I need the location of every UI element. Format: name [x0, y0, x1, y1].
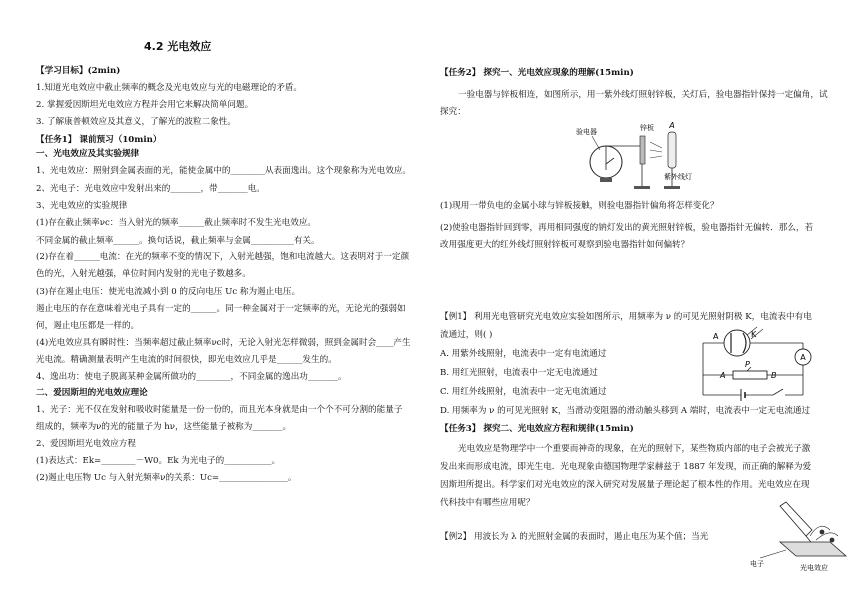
photoeffect-figure [750, 500, 855, 575]
text-line: 4、逸出功：使电子脱离某种金属所做功的________，不同金属的逸出功_______。 [36, 372, 347, 382]
p-label: P [745, 360, 750, 369]
task2-heading: 【任务2】 探究一、光电效应现象的理解(15min) [440, 68, 634, 78]
text-line: 1、光电效应：照射到金属表面的光，能使金属中的________从表面逸出。这个现象称为光电效应。 [36, 166, 412, 176]
page-title: 4.2 光电效应 [144, 40, 212, 53]
electron-label: 电子 [750, 560, 764, 568]
text-line: 遏止电压的存在意味着光电子具有一定的______。同一种金属对于一定频率的光，无论光的强弱如 [36, 304, 406, 314]
option-c: C. 用红外线照射，电流表中一定无电流通过 [440, 387, 607, 397]
text-line: 3、光电效应的实验规律 [36, 201, 128, 211]
text-line: (1)表达式：Ek=________－W0。Ek 为光电子的___________。 [36, 456, 281, 466]
option-d: D. 用频率为 ν 的可见光照射 K，当滑动变阻器的滑动触头移到 A 端时，电流表中一定无电流通过 [440, 406, 811, 416]
example-2: 【例2】 用波长为 λ 的光照射金属的表面时，遏止电压为某个值；当光 [440, 532, 709, 542]
text-line: 组成的，频率为ν的光的能量子为 hν，这些能量子被称为_______。 [36, 422, 292, 432]
text-line: 1.知道光电效应中截止频率的概念及光电效应与光的电磁理论的矛盾。 [36, 83, 303, 93]
text-line: 光电效应是物理学中一个重要而神奇的现象，在光的照射下，某些物质内部的电子会被光子激 [458, 444, 811, 454]
text-line: 2、爱因斯坦光电效应方程 [36, 439, 136, 449]
learning-goals-heading: 【学习目标】(2min) [36, 66, 121, 76]
section-heading: 一、光电效应及其实验规律 [36, 149, 140, 159]
ammeter-icon: A [800, 353, 806, 362]
text-line: (1)存在截止频率νc：当入射光的频率______截止频率时不发生光电效应。 [36, 218, 317, 228]
text-line: 代科技中有哪些应用呢？ [440, 498, 535, 508]
text-line: (4)光电效应具有瞬时性：当频率超过截止频率νc时，无论入射光怎样微弱，照到金属时会____产生 [36, 338, 411, 348]
electroscope-label: 验电器 [576, 128, 597, 136]
phototube-circuit-figure [683, 325, 848, 410]
b-label: B [771, 371, 777, 380]
text-line: 一验电器与锌板相连，如图所示，用一紫外线灯照射锌板，关灯后，验电器指针保持一定偏角，试 [458, 90, 828, 100]
svg-text:A: A [720, 371, 726, 380]
cathode-label: K [751, 330, 757, 339]
zinc-plate-label: 锌板 [640, 124, 654, 132]
text-line: (2)遏止电压物 Uc 与入射光频率ν的关系：Uc=________________。 [36, 473, 297, 483]
text-line: 何，遏止电压都是一样的。 [36, 321, 140, 331]
text-line: 2、光电子：光电效应中发射出来的_______，带_______电。 [36, 184, 265, 194]
photoeffect-caption: 光电效应 [800, 564, 828, 572]
text-line: 不同金属的截止频率______。换句话说，截止频率与金属__________有关。 [36, 236, 320, 246]
text-line: 改用强度更大的红外线灯照射锌板可观察到验电器指针如何偏转？ [440, 240, 690, 250]
task1-heading: 【任务1】 课前预习（10min） [36, 135, 162, 145]
text-line: 探究： [440, 107, 466, 117]
text-line: 2. 掌握爱因斯坦光电效应方程并会用它来解决简单问题。 [36, 100, 254, 110]
text-line: 色的光，入射光越强，单位时间内发射的光电子数越多。 [36, 269, 251, 279]
text-line: 因斯坦所提出。科学家们对光电效应的深入研究对发展量子理论起了根本性的作用。光电效应在现 [440, 480, 810, 490]
text-line: (3)存在遏止电压：使光电流减小到 0 的反向电压 Uc 称为遏止电压。 [36, 287, 301, 297]
text-line: 1、光子：光不仅在发射和吸收时能量是一份一份的，而且光本身就是由一个个不可分割的能量子 [36, 405, 403, 415]
task3-heading: 【任务3】 探究二、光电效应方程和规律(15min) [440, 424, 634, 434]
example-1: 【例1】 利用光电管研究光电效应实验如图所示，用频率为 ν 的可见光照射阴极 K，电流表中有电 [440, 312, 812, 322]
text-line: 流通过，则( ) [440, 330, 493, 340]
section-heading: 二、爱因斯坦的光电效应理论 [36, 388, 148, 398]
svg-text:A: A [669, 121, 675, 130]
text-line: (2)存在着______电流：在光的频率不变的情况下，入射光越强，饱和电流越大。这表明对于一定颜 [36, 252, 410, 262]
anode-label: A [713, 332, 719, 341]
electroscope-figure [570, 118, 730, 200]
uv-lamp-label: 紫外线灯 [664, 173, 692, 181]
question-1: (1)现用一带负电的金属小球与锌板接触，则验电器指针偏角将怎样变化？ [440, 201, 719, 211]
option-b: B. 用红光照射，电流表中一定无电流通过 [440, 368, 598, 378]
text-line: 3. 了解康普顿效应及其意义，了解光的波粒二象性。 [36, 117, 236, 127]
text-line: 发出来而形成电流，即光生电．光电现象由德国物理学家赫兹于 1887 年发现，而正确的解释为爱 [440, 462, 812, 472]
option-a: A. 用紫外线照射，电流表中一定有电流通过 [440, 349, 607, 359]
text-line: 光电流。精确测量表明产生电流的时间很快，即光电效应几乎是______发生的。 [36, 355, 337, 365]
question-2: (2)使验电器指针回到零，再用相同强度的钠灯发出的黄光照射锌板，验电器指针无偏转．那么，若 [440, 223, 814, 233]
